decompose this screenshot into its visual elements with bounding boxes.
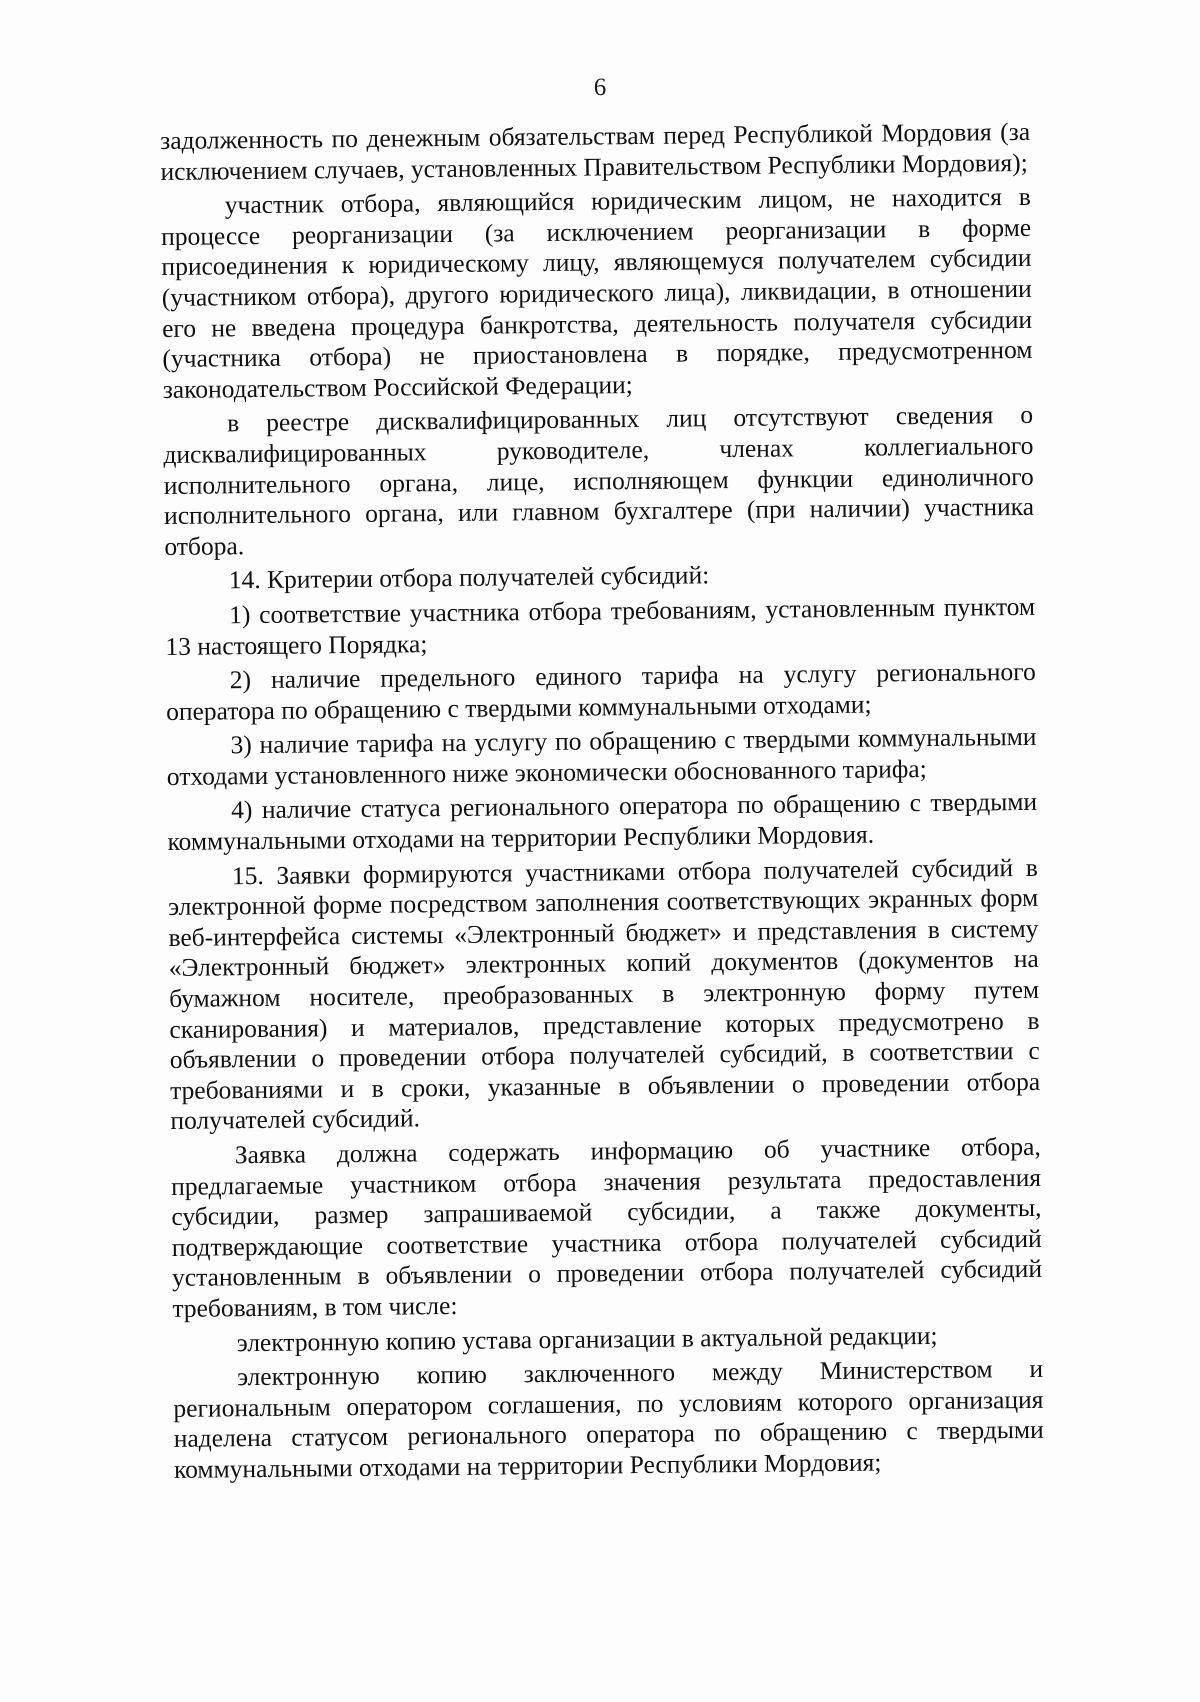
paragraph-debt-continuation: задолженность по денежным обязательствам перед Республикой Мордовия (за исключением случаев, установленных Правительством Республики Мордовия);: [160, 116, 1031, 186]
paragraph-reorganization: участник отбора, являющийся юридическим лицом, не находится в процессе реорганизации (за исключением реорганизации в форме присоединения к юридическому лицу, являющемуся получателем субсидии (участником отбора), другого юридического лица), ликвидации, в отношении его не введена процедура банкротства, деятельность получателя субсидии (участника отбора) не приостановлена в порядке, предусмотренном законодательством Российской Федерации;: [161, 182, 1033, 404]
paragraph-disqualified-registry: в реестре дисквалифицированных лиц отсутствуют сведения о дисквалифицированных руководителе, членах коллегиального исполнительного органа, лице, исполняющем функции единоличного исполнительного органа, или главном бухгалтере (при наличии) участника отбора.: [163, 400, 1035, 561]
paragraph-criterion-4: 4) наличие статуса регионального оператора по обращению с твердыми коммунальными отходами на территории Республики Мордовия.: [167, 787, 1038, 857]
paragraph-15-applications: 15. Заявки формируются участниками отбора получателей субсидий в электронной форме посредством заполнения соответствующих экранных форм веб-интерфейса системы «Электронный бюджет» и представления в систему «Электронный бюджет» электронных копий документов (документов на бумажном носителе, преобразованных в электронную форму путем сканирования) и материалов, представление которых предусмотрено в объявлении о проведении отбора получателей субсидий, в соответствии с требованиями и в сроки, указанные в объявлении о проведении отбора получателей субсидий.: [168, 852, 1041, 1136]
paragraph-application-contents: Заявка должна содержать информацию об участнике отбора, предлагаемые участником отбора значения результата предоставления субсидии, размер запрашиваемой субсидии, а также документы, подтверждающие соответствие участника отбора получателей субсидий установленным в объявлении о проведении отбора получателей субсидий требованиям, в том числе:: [170, 1131, 1043, 1323]
paragraph-14-criteria-heading: 14. Критерии отбора получателей субсидий:: [228, 560, 710, 595]
paragraph-criterion-2: 2) наличие предельного единого тарифа на услугу регионального оператора по обращению с твердыми коммунальными отходами;: [165, 656, 1036, 726]
document-body: [160, 117, 1044, 1486]
paragraph-charter-copy: электронную копию устава организации в актуальной редакции;: [236, 1320, 938, 1357]
page-number: 6: [593, 74, 607, 101]
paragraph-agreement-copy: электронную копию заключенного между Министерством и региональным оператором соглашения, по условиям которого организация наделена статусом регионального оператора по обращению с твердыми коммунальными отходами на территории Республики Мордовия;: [173, 1353, 1044, 1484]
paragraph-criterion-3: 3) наличие тарифа на услугу по обращению с твердыми коммунальными отходами установленного ниже экономически обоснованного тарифа;: [166, 722, 1037, 791]
paragraph-criterion-1: 1) соответствие участника отбора требованиям, установленным пунктом 13 настоящего Порядка;: [165, 591, 1036, 661]
